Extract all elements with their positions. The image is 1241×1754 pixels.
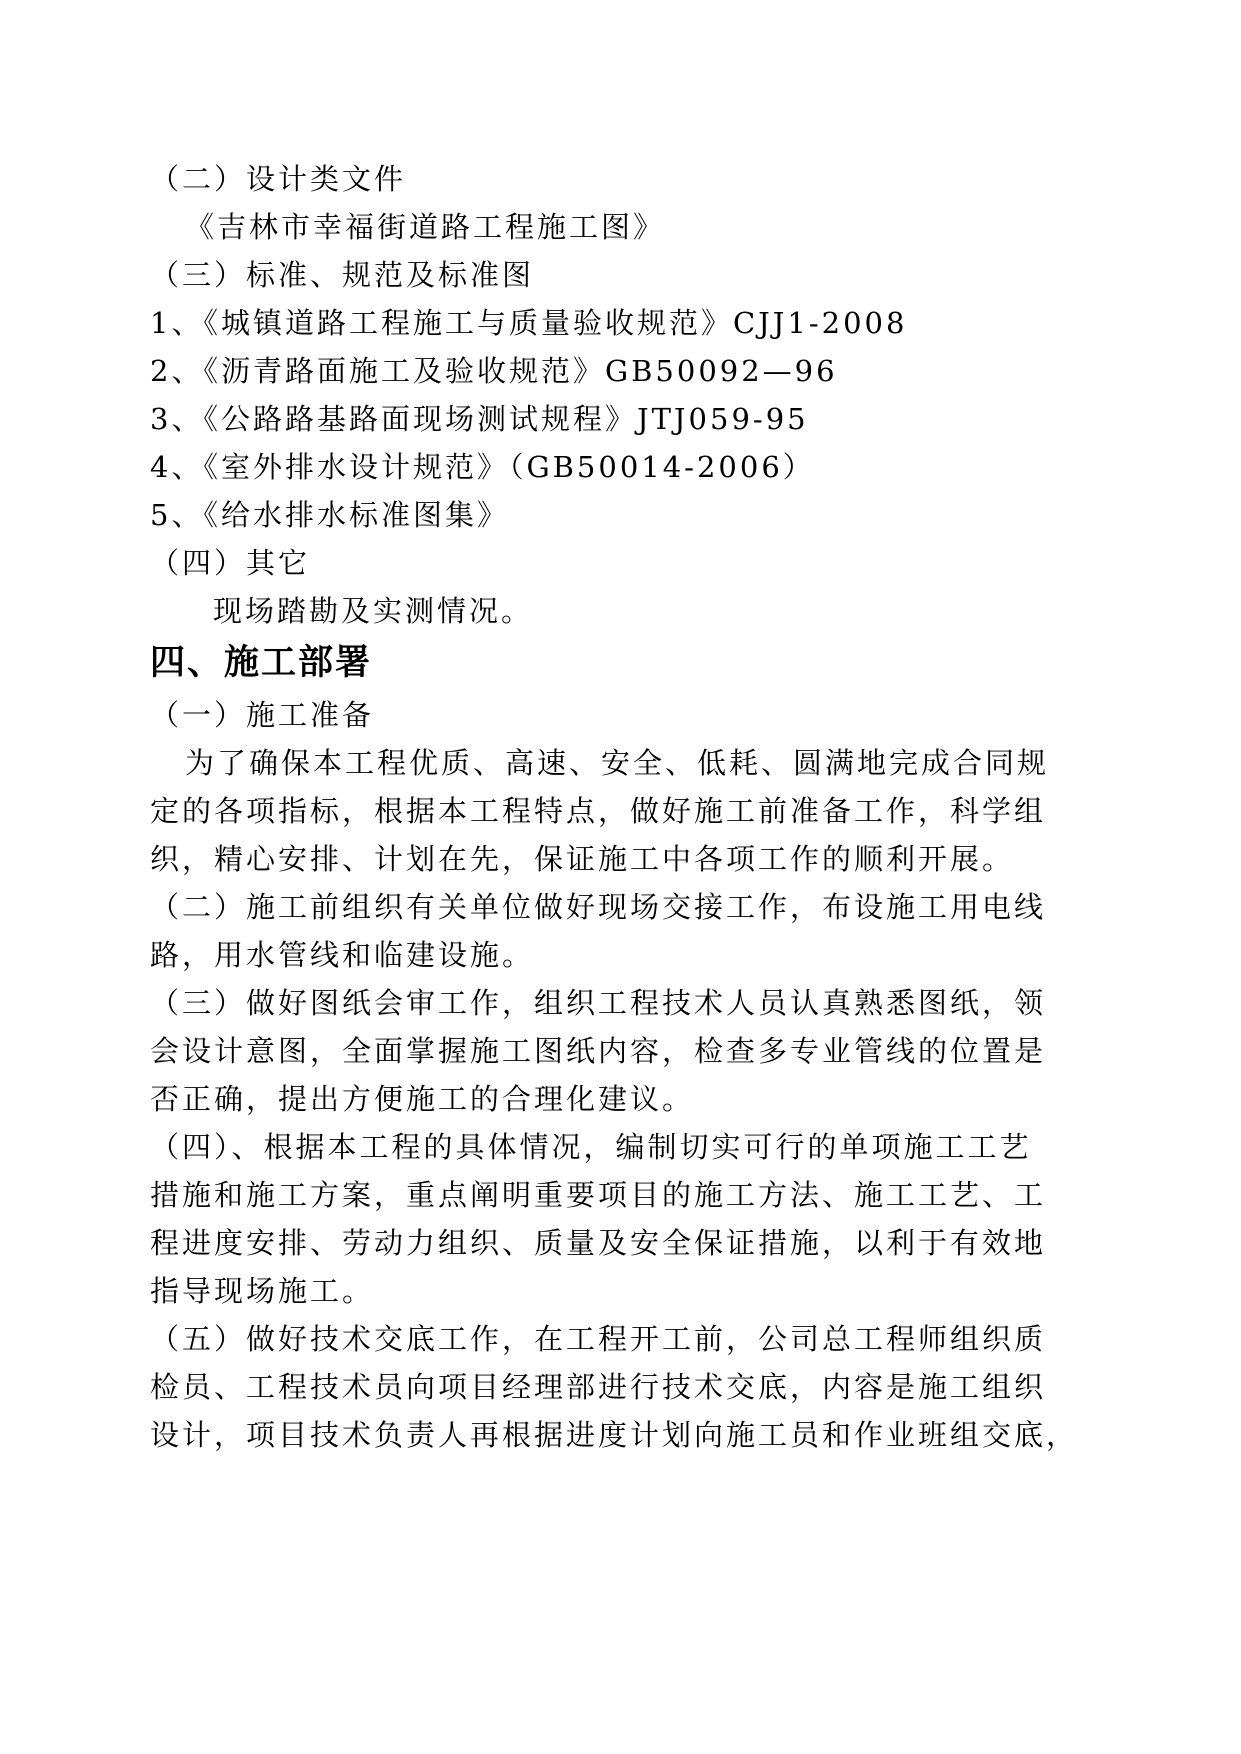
list-item: 3、《公路路基路面现场测试规程》JTJ059-95 [150,402,809,436]
paragraph-line: 否正确，提出方便施工的合理化建议。 [150,1082,695,1116]
paragraph-line: （五）做好技术交底工作，在工程开工前，公司总工程师组织质 [150,1322,1047,1356]
paragraph-line: 路，用水管线和临建设施。 [150,938,535,972]
paragraph-line: 检员、工程技术员向项目经理部进行技术交底，内容是施工组织 [150,1370,1047,1404]
paragraph-line: （二）施工前组织有关单位做好现场交接工作，布设施工用电线 [150,890,1047,924]
paragraph-line: 程进度安排、劳动力组织、质量及安全保证措施，以利于有效地 [150,1226,1047,1260]
paragraph-line: （四）、根据本工程的具体情况，编制切实可行的单项施工工艺 [150,1130,1032,1164]
list-item: 2、《沥青路面施工及验收规范》GB50092—96 [150,354,838,388]
chapter-heading: 四、施工部署 [150,642,373,683]
section-heading-design-files: （二）设计类文件 [150,162,407,196]
list-item: 5、《给水排水标准图集》 [150,498,509,532]
list-item: 4、《室外排水设计规范》（GB50014-2006） [150,450,815,484]
paragraph-line: 织，精心安排、计划在先，保证施工中各项工作的顺利开展。 [150,842,1015,876]
paragraph-line: 措施和施工方案，重点阐明重要项目的施工方法、施工工艺、工 [150,1178,1047,1212]
paragraph-line: 指导现场施工。 [150,1274,375,1308]
section-heading-standards: （三）标准、规范及标准图 [150,258,535,292]
text-line: 现场踏勘及实测情况。 [213,594,534,628]
paragraph-line: （三）做好图纸会审工作，组织工程技术人员认真熟悉图纸，领 [150,986,1047,1020]
section-heading-preparation: （一）施工准备 [150,698,375,732]
list-item: 1、《城镇道路工程施工与质量验收规范》CJJ1-2008 [150,306,908,340]
paragraph-line: 设计，项目技术负责人再根据进度计划向施工员和作业班组交底， [150,1418,1079,1452]
text-line: 《吉林市幸福街道路工程施工图》 [185,210,666,244]
paragraph-line: 定的各项指标，根据本工程特点，做好施工前准备工作，科学组 [150,794,1047,828]
paragraph-line: 为了确保本工程优质、高速、安全、低耗、圆满地完成合同规 [185,746,1050,780]
section-heading-other: （四）其它 [150,546,311,580]
paragraph-line: 会设计意图，全面掌握施工图纸内容，检查多专业管线的位置是 [150,1034,1047,1068]
